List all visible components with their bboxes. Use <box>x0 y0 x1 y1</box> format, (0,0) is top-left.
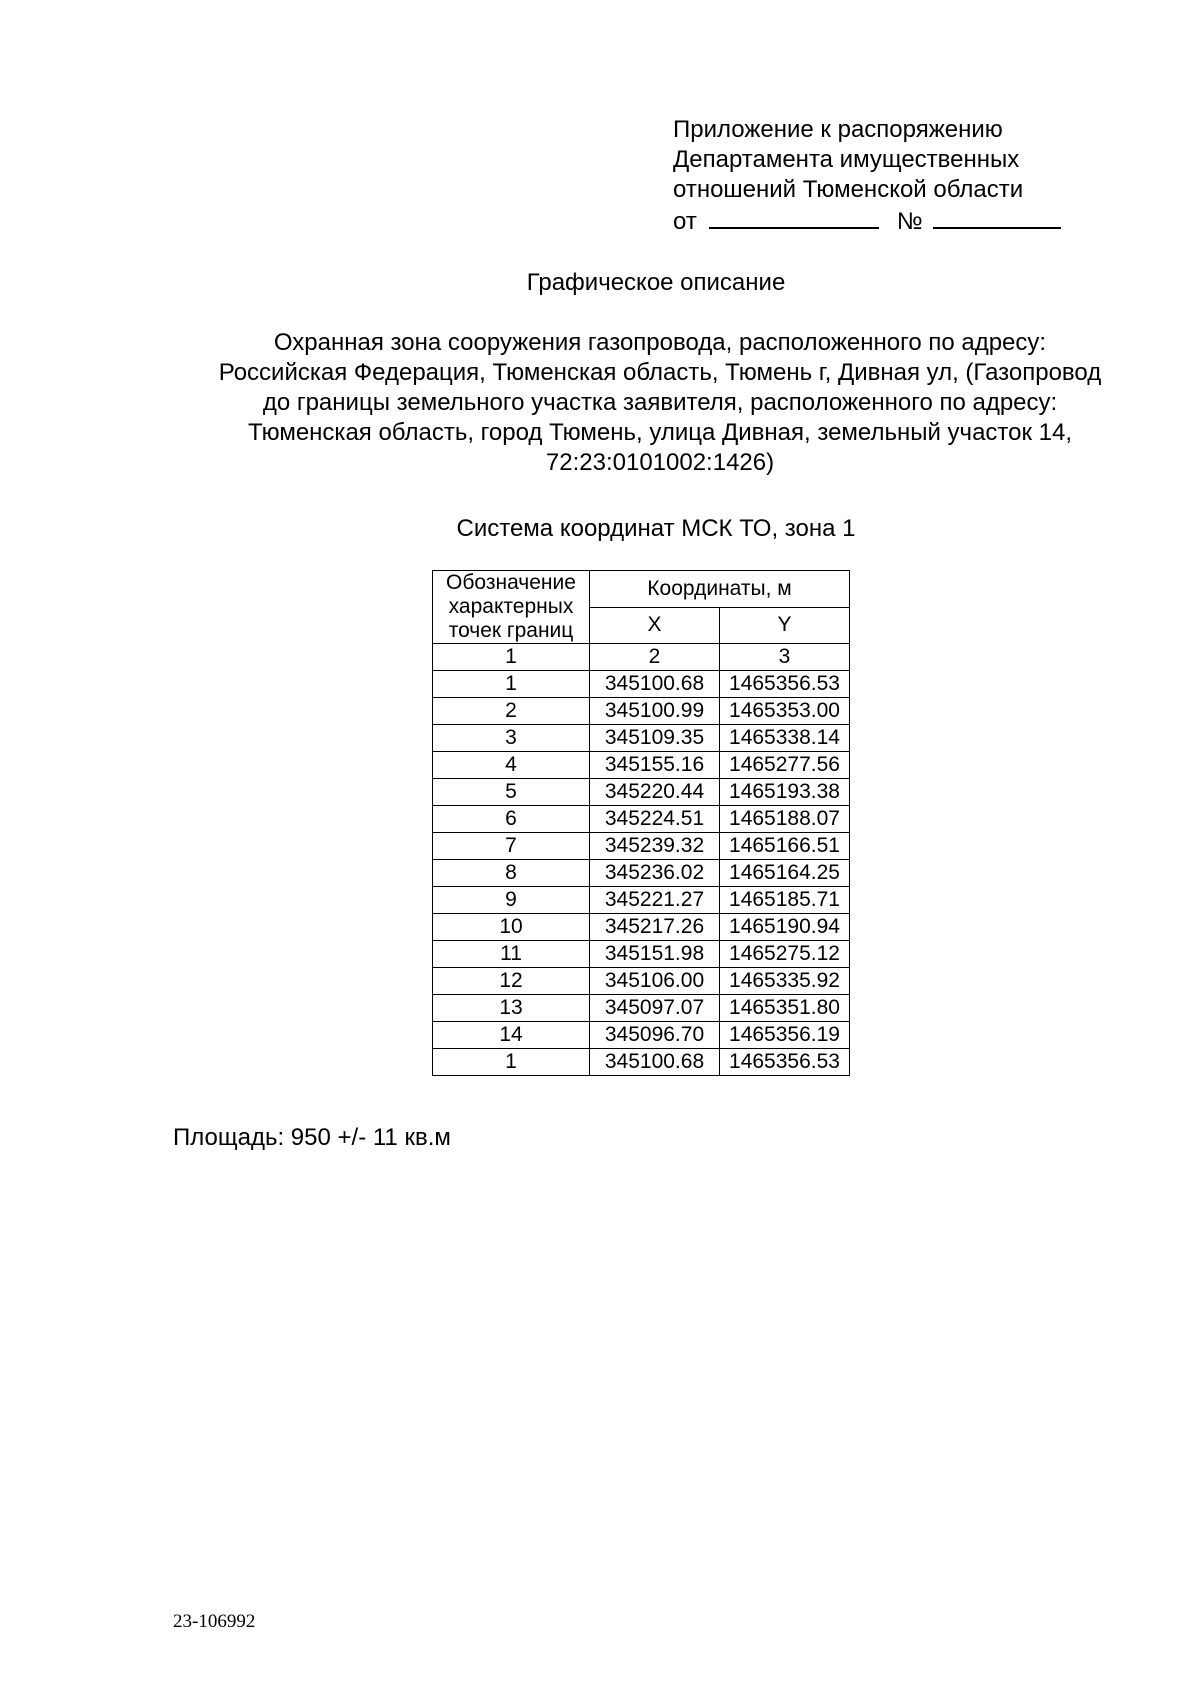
table-row <box>433 671 850 698</box>
y-coordinate-cell: 1465338.14 <box>720 725 850 752</box>
y-coordinate-cell: 1465353.00 <box>720 698 850 725</box>
document-title: Графическое описание <box>526 269 786 296</box>
table-row <box>433 725 850 752</box>
point-cell: 12 <box>433 968 590 995</box>
x-coordinate-cell: 345097.07 <box>590 995 720 1022</box>
table-row <box>433 914 850 941</box>
date-label: от <box>673 208 697 235</box>
header-coordinates: Координаты, м <box>590 571 850 608</box>
x-coordinate-cell: 345221.27 <box>590 887 720 914</box>
x-coordinate-cell: 345100.68 <box>590 671 720 698</box>
table-row <box>433 752 850 779</box>
coordinate-system: Система координат МСК ТО, зона 1 <box>456 515 856 542</box>
appendix-line-2: Департамента имущественных <box>673 146 1020 173</box>
column-number-3: 3 <box>720 644 850 671</box>
y-coordinate-cell: 1465351.80 <box>720 995 850 1022</box>
x-coordinate-cell: 345109.35 <box>590 725 720 752</box>
table-row <box>433 887 850 914</box>
x-coordinate-cell: 345239.32 <box>590 833 720 860</box>
x-coordinate-cell: 345224.51 <box>590 806 720 833</box>
y-coordinate-cell: 1465190.94 <box>720 914 850 941</box>
y-coordinate-cell: 1465335.92 <box>720 968 850 995</box>
x-coordinate-cell: 345096.70 <box>590 1022 720 1049</box>
y-coordinate-cell: 1465164.25 <box>720 860 850 887</box>
x-coordinate-cell: 345151.98 <box>590 941 720 968</box>
y-coordinate-cell: 1465356.53 <box>720 1049 850 1076</box>
appendix-date-number-line <box>673 205 1061 237</box>
table-row <box>433 1022 850 1049</box>
y-coordinate-cell: 1465188.07 <box>720 806 850 833</box>
table-row <box>433 1049 850 1076</box>
table-row <box>433 806 850 833</box>
table-row <box>433 968 850 995</box>
x-coordinate-cell: 345236.02 <box>590 860 720 887</box>
point-cell: 2 <box>433 698 590 725</box>
header-x: X <box>590 607 720 644</box>
point-cell: 8 <box>433 860 590 887</box>
x-coordinate-cell: 345106.00 <box>590 968 720 995</box>
table-row <box>433 833 850 860</box>
y-coordinate-cell: 1465185.71 <box>720 887 850 914</box>
object-description-line-5: 72:23:0101002:1426) <box>545 449 775 476</box>
appendix-line-1: Приложение к распоряжению <box>673 116 1003 143</box>
header-y: Y <box>720 607 850 644</box>
object-description-line-3: до границы земельного участка заявителя, расположенного по адресу: <box>262 389 1058 416</box>
coordinates-table-body <box>433 671 850 1076</box>
x-coordinate-cell: 345100.68 <box>590 1049 720 1076</box>
point-cell: 9 <box>433 887 590 914</box>
y-coordinate-cell: 1465166.51 <box>720 833 850 860</box>
y-coordinate-cell: 1465356.19 <box>720 1022 850 1049</box>
x-coordinate-cell: 345217.26 <box>590 914 720 941</box>
point-cell: 14 <box>433 1022 590 1049</box>
date-blank-field <box>709 205 879 229</box>
appendix-block <box>673 115 1061 237</box>
column-number-1: 1 <box>433 644 590 671</box>
point-cell: 13 <box>433 995 590 1022</box>
point-cell: 11 <box>433 941 590 968</box>
object-description-line-2: Российская Федерация, Тюменская область, Тюмень г, Дивная ул, (Газопровод <box>218 359 1102 386</box>
object-description <box>160 328 1160 478</box>
point-cell: 10 <box>433 914 590 941</box>
object-description-line-1: Охранная зона сооружения газопровода, расположенного по адресу: <box>273 329 1047 356</box>
table-row <box>433 995 850 1022</box>
y-coordinate-cell: 1465275.12 <box>720 941 850 968</box>
x-coordinate-cell: 345155.16 <box>590 752 720 779</box>
point-cell: 1 <box>433 671 590 698</box>
document-id: 23-106992 <box>173 1611 256 1632</box>
point-cell: 7 <box>433 833 590 860</box>
y-coordinate-cell: 1465356.53 <box>720 671 850 698</box>
number-label: № <box>896 208 923 235</box>
table-row <box>433 941 850 968</box>
table-row <box>433 698 850 725</box>
header-point-designation: Обозначение характерных точек границ <box>433 571 590 644</box>
column-number-2: 2 <box>590 644 720 671</box>
point-cell: 6 <box>433 806 590 833</box>
area-value: Площадь: 950 +/- 11 кв.м <box>173 1124 451 1151</box>
coordinates-table <box>432 570 850 1076</box>
x-coordinate-cell: 345220.44 <box>590 779 720 806</box>
number-blank-field <box>933 205 1061 229</box>
point-cell: 4 <box>433 752 590 779</box>
y-coordinate-cell: 1465277.56 <box>720 752 850 779</box>
appendix-line-3: отношений Тюменской области <box>673 176 1024 203</box>
object-description-line-4: Тюменская область, город Тюмень, улица Дивная, земельный участок 14, <box>247 419 1073 446</box>
table-row <box>433 779 850 806</box>
x-coordinate-cell: 345100.99 <box>590 698 720 725</box>
point-cell: 1 <box>433 1049 590 1076</box>
table-row <box>433 860 850 887</box>
y-coordinate-cell: 1465193.38 <box>720 779 850 806</box>
point-cell: 3 <box>433 725 590 752</box>
point-cell: 5 <box>433 779 590 806</box>
